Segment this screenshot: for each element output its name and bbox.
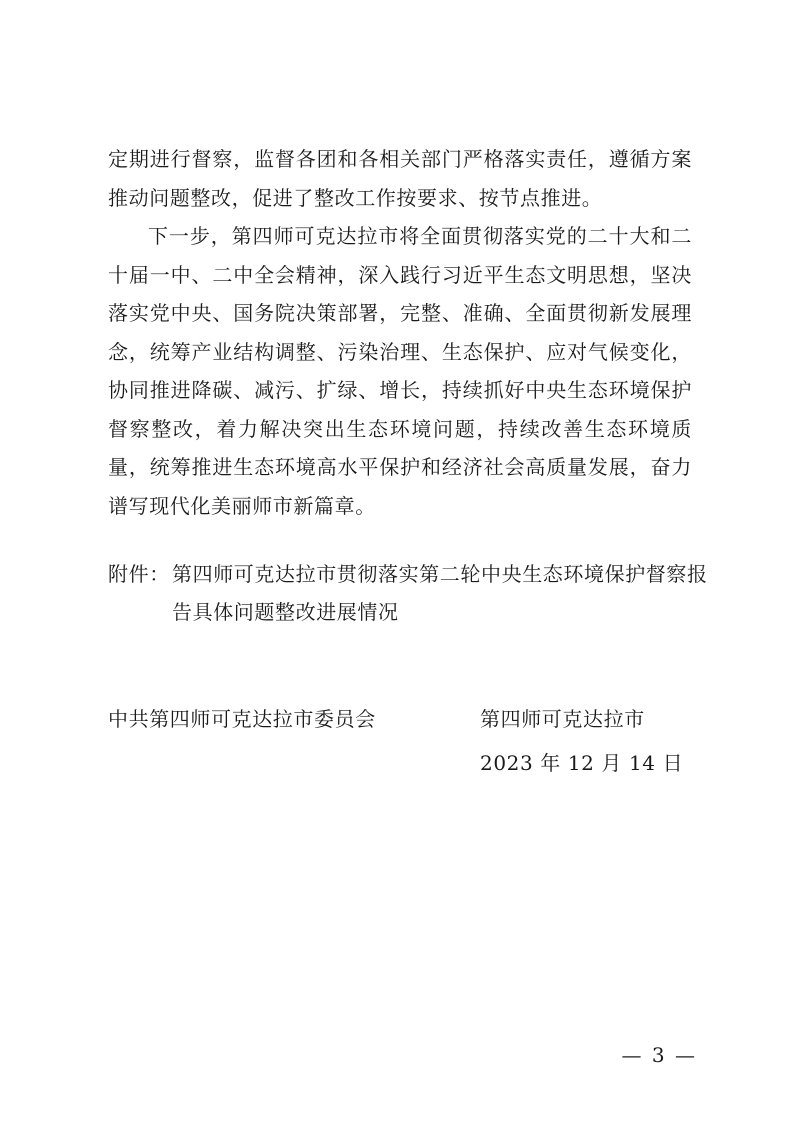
- signature-party-committee: 中共第四师可克达拉市委员会: [108, 707, 376, 731]
- paragraph-next-steps: 下一步，第四师可克达拉市将全面贯彻落实党的二十大和二十届一中、二中全会精神，深入践行习近平生态文明思想，坚决落实党中央、国务院决策部署，完整、准确、全面贯彻新发展理念，统筹产业结构调整、污染治理、生态保护、应对气候变化，协同推进降碳、减污、扩绿、增长，持续抓好中央生态环境保护督察整改，着力解决突出生态环境问题，持续改善生态环境质量，统筹推进生态环境高水平保护和经济社会高质量发展，奋力谱写现代化美丽师市新篇章。: [108, 224, 692, 518]
- attachment-title: 第四师可克达拉市贯彻落实第二轮中央生态环境保护督察报告具体问题整改进展情况: [172, 562, 708, 624]
- attachment-label: 附件：: [108, 562, 170, 586]
- paragraph-continued: 定期进行督察，监督各团和各相关部门严格落实责任，遵循方案推动问题整改，促进了整改工作按要求、按节点推进。: [108, 147, 692, 210]
- signature-city-government: 第四师可克达拉市: [480, 707, 645, 731]
- signature-date: 2023 年 12 月 14 日: [480, 751, 684, 775]
- attachment-note: [108, 555, 708, 631]
- body-text: [108, 140, 692, 525]
- page-number: — 3 —: [621, 1043, 697, 1067]
